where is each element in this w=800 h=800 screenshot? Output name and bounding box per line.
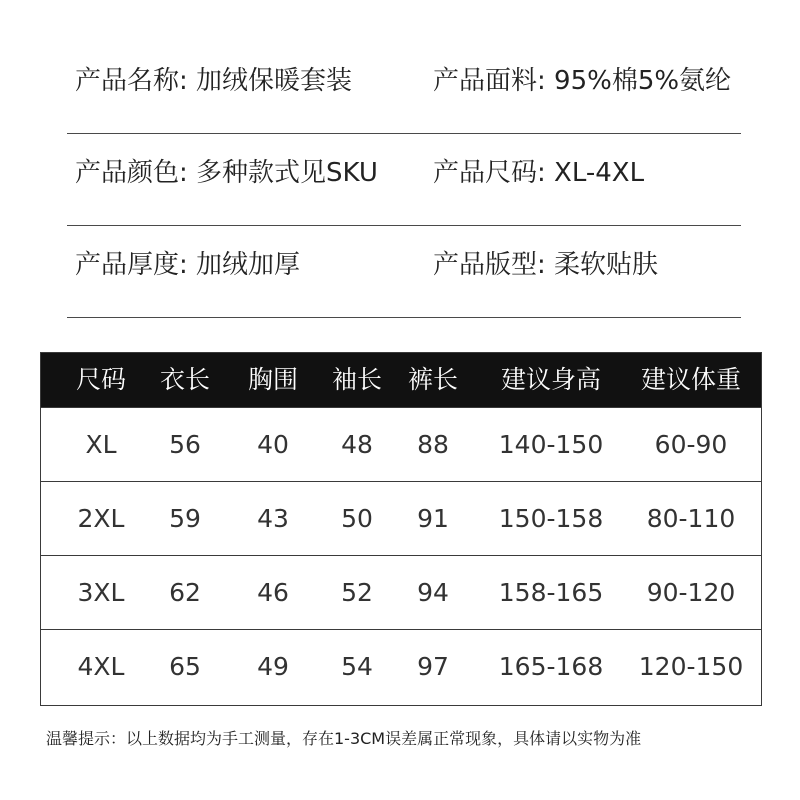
table-cell: 62 [169,578,201,607]
table-cell: 90-120 [646,578,736,607]
size-chart-table [40,352,762,706]
table-cell: XL [85,430,117,459]
header-sleeve: 袖长 [331,365,382,394]
table-cell: 48 [341,430,373,459]
product-fabric: 产品面料: 95%棉5%氨纶 [433,66,732,96]
table-cell: 88 [417,430,449,459]
table-cell: 140-150 [498,430,604,459]
product-name: 产品名称: 加绒保暖套装 [75,66,353,96]
header-length: 衣长 [159,365,210,394]
measurement-note: 温馨提示：以上数据均为手工测量，存在1-3CM误差属正常现象，具体请以实物为准 [46,729,642,748]
table-cell: 165-168 [498,652,604,681]
header-pants-length: 裤长 [407,365,458,394]
table-row [41,407,761,481]
table-row [41,629,761,703]
table-cell: 65 [169,652,201,681]
table-cell: 91 [417,504,449,533]
header-height: 建议身高 [500,365,601,394]
table-cell: 43 [257,504,289,533]
product-size-range: 产品尺码: XL-4XL [433,158,645,188]
table-cell: 3XL [77,578,125,607]
product-info-row [67,134,741,226]
header-chest: 胸围 [247,365,298,394]
table-cell: 50 [341,504,373,533]
table-cell: 54 [341,652,373,681]
table-cell: 120-150 [638,652,744,681]
table-cell: 97 [417,652,449,681]
divider-line [67,317,741,318]
table-cell: 56 [169,430,201,459]
product-info-row [67,42,741,134]
product-thickness: 产品厚度: 加绒加厚 [75,250,301,280]
product-color: 产品颜色: 多种款式见SKU [75,158,378,188]
table-cell: 59 [169,504,201,533]
table-cell: 94 [417,578,449,607]
table-cell: 150-158 [498,504,604,533]
table-cell: 40 [257,430,289,459]
header-weight: 建议体重 [640,365,741,394]
table-cell: 80-110 [646,504,736,533]
table-cell: 52 [341,578,373,607]
table-cell: 158-165 [498,578,604,607]
header-size: 尺码 [75,365,126,394]
product-info-section [67,42,741,318]
table-row [41,481,761,555]
product-info-row [67,226,741,318]
table-cell: 4XL [77,652,125,681]
table-row [41,555,761,629]
table-cell: 60-90 [654,430,728,459]
table-cell: 2XL [77,504,125,533]
table-cell: 49 [257,652,289,681]
table-header [41,353,761,407]
table-cell: 46 [257,578,289,607]
product-fit: 产品版型: 柔软贴肤 [433,250,659,280]
